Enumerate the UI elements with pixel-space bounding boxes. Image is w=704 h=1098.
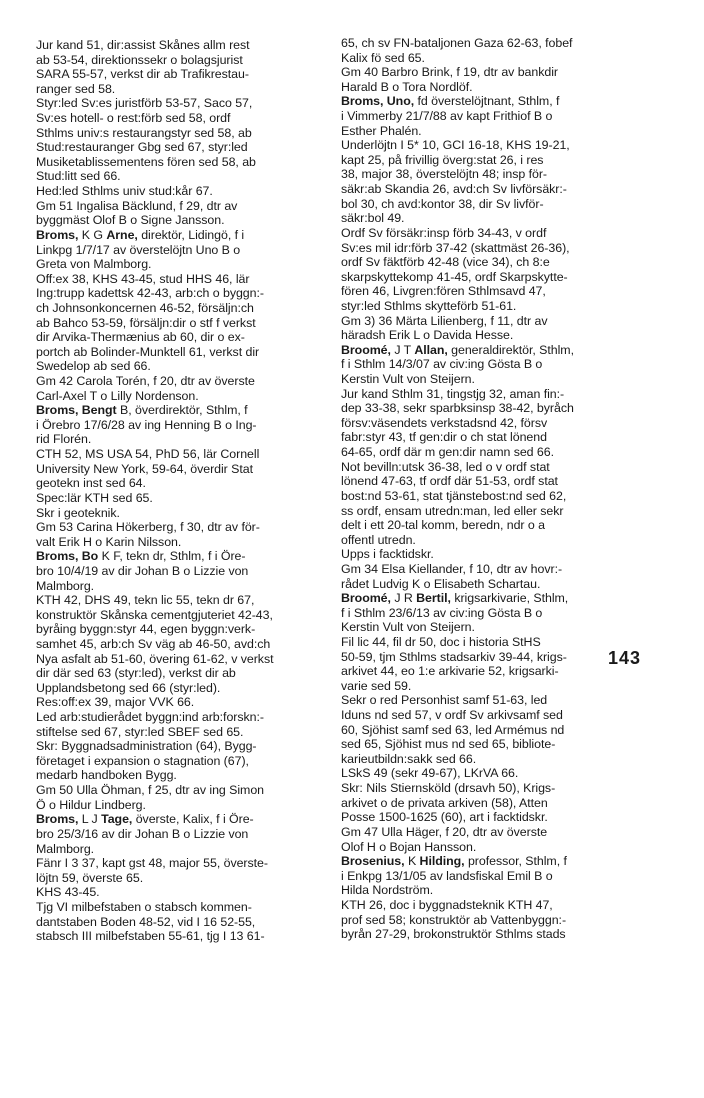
entry-text: rådet Ludvig K o Elisabeth Schartau. [341,576,541,591]
text-line [341,430,651,445]
entry-text: 38, major 38, överstelöjtn 48; insp för- [341,167,547,182]
text-line [36,695,338,710]
entry-text: säkr:ab Skandia 26, avd:ch Sv livförsäkr:- [341,182,567,197]
text-line [341,504,651,519]
text-line [36,96,338,111]
entry-text: Ö o Hildur Lindberg. [36,797,146,812]
text-line [36,213,338,228]
entry-text: Linkpg 1/7/17 av överstelöjtn Uno B o [36,242,241,257]
text-line [36,798,338,813]
text-line [341,314,651,329]
text-line [36,184,338,199]
text-line [36,345,338,360]
entry-text: stiftelse sed 67, styr:led SBEF sed 65. [36,724,244,739]
text-line [341,343,651,358]
text-line [36,301,338,316]
text-line [36,140,338,155]
text-line [341,124,651,139]
text-line [341,489,651,504]
entry-text: bro 10/4/19 av dir Johan B o Lizzie von [36,563,249,578]
text-line [341,693,651,708]
text-line [341,211,651,226]
entry-text: delt i ett 20-tal komm, beredn, ndr o a [341,518,545,533]
entry-text: kapt 25, på frivillig överg:stat 26, i res [341,152,544,167]
entry-text: ch Johnsonkoncernen 46-52, försäljn:ch [36,300,254,315]
entry-text: 50-59, tjm Sthlms stadsarkiv 39-44, krigs- [341,649,567,664]
text-line [341,869,651,884]
text-line [36,257,338,272]
entry-text: Gm 50 Ulla Öhman, f 25, dtr av ing Simon [36,783,265,798]
entry-text: K [404,854,420,869]
text-line [36,885,338,900]
text-line [341,810,651,825]
text-line [341,898,651,913]
entry-text: häradsh Erik L o Davida Hesse. [341,328,514,343]
entry-text: lönend 47-63, tf ordf där 51-53, ordf stat [341,474,558,489]
entry-text: Spec:lär KTH sed 65. [36,490,153,505]
entry-text: Iduns nd sed 57, v ordf Sv arkivsamf sed [341,708,563,723]
entry-text: byggmäst Olof B o Signe Jansson. [36,213,225,228]
entry-text: ab 53-54, direktionssekr o bolagsjurist [36,52,243,67]
entry-name: Broms, Bo [36,549,99,564]
text-line [36,432,338,447]
entry-text: KTH 26, doc i byggnadsteknik KTH 47, [341,897,553,912]
text-line [36,652,338,667]
entry-text: dir Arvika-Thermænius ab 60, dir o ex- [36,330,245,345]
entry-text: överste, Kalix, f i Öre- [132,812,254,827]
entry-text: prof sed 58; konstruktör ab Vattenbyggn:- [341,912,567,927]
entry-text: säkr:bol 49. [341,211,405,226]
entry-text: K F, tekn dr, Sthlm, f i Öre- [98,549,246,564]
text-line [341,708,651,723]
entry-text: Greta von Malmborg. [36,257,152,272]
entry-text: portch ab Bolinder-Munktell 61, verkst dir [36,344,260,359]
text-line [341,591,651,606]
text-line [341,255,651,270]
entry-text: Kerstin Vult von Steijern. [341,620,475,635]
entry-text: f i Sthlm 23/6/13 av civ:ing Gösta B o [341,605,543,620]
text-line [36,681,338,696]
text-line [36,783,338,798]
entry-text: Stud:restauranger Gbg sed 67, styr:led [36,140,248,155]
entry-name: Bertil, [416,591,451,606]
entry-text: Sthlms univ:s restaurangstyr sed 58, ab [36,125,252,140]
text-line [36,111,338,126]
entry-text: byrån 27-29, brokonstruktör Sthlms stads [341,927,566,942]
entry-text: offentl utredn. [341,532,416,547]
text-line [341,460,651,475]
entry-text: fd överstelöjtnant, Sthlm, f [414,94,560,109]
text-line [36,272,338,287]
entry-name: Arne, [106,227,138,242]
entry-text: Skr i geoteknik. [36,505,120,520]
entry-text: rid Florén. [36,432,92,447]
text-line [36,389,338,404]
entry-text: Styr:led Sv:es juristförb 53-57, Saco 57, [36,96,253,111]
text-line [341,606,651,621]
entry-text: dantstaben Boden 48-52, vid I 16 52-55, [36,914,256,929]
entry-text: försv:väsendets verkstadsnd 42, försv [341,415,548,430]
text-line [341,883,651,898]
entry-text: byråing byggn:styr 44, egen byggn:verk- [36,622,256,637]
page-number: 143 [608,648,642,668]
entry-text: Upplandsbetong sed 66 (styr:led). [36,680,221,695]
text-line [36,316,338,331]
text-line [341,547,651,562]
text-line [36,155,338,170]
text-line [36,579,338,594]
text-line [341,387,651,402]
text-line [341,328,651,343]
text-line [341,474,651,489]
text-line [341,723,651,738]
entry-text: Posse 1500-1625 (60), art i facktidskr. [341,810,548,825]
text-line [341,781,651,796]
text-line [36,67,338,82]
text-line [36,535,338,550]
text-line [36,82,338,97]
entry-text: Underlöjtn I 5* 10, GCI 16-18, KHS 19-21, [341,138,570,153]
entry-text: Gm 47 Ulla Häger, f 20, dtr av överste [341,824,548,839]
entry-text: Fänr I 3 37, kapt gst 48, major 55, överste- [36,856,268,871]
text-line [36,900,338,915]
text-line [341,167,651,182]
entry-text: Musiketablissementens fören sed 58, ab [36,154,256,169]
text-line [36,418,338,433]
entry-text: Kerstin Vult von Steijern. [341,372,475,387]
entry-text: karieutbildn:sakk sed 66. [341,751,477,766]
text-line [341,401,651,416]
text-line [341,153,651,168]
entry-text: konstruktör Skånska cementgjuteriet 42-43, [36,607,273,622]
entry-text: ab Bahco 53-59, försäljn:dir o stf f verkst [36,315,256,330]
entry-text: Nya asfalt ab 51-60, övering 61-62, v verkst [36,651,274,666]
text-line [341,65,651,80]
entry-name: Hilding, [419,854,465,869]
entry-text: krigsarkivarie, Sthlm, [450,591,569,606]
entry-text: Tjg VI milbefstaben o stabsch kommen- [36,899,252,914]
entry-text: Gm 53 Carina Hökerberg, f 30, dtr av för- [36,520,260,535]
text-line [36,491,338,506]
entry-name: Broomé, [341,342,391,357]
entry-text: sed 65, Sjöhist mus nd sed 65, bibliote- [341,737,556,752]
entry-text: Gm 40 Barbro Brink, f 19, dtr av bankdir [341,65,558,80]
entry-text: skarpskyttekomp 41-45, ordf Skarpskytte- [341,269,568,284]
entry-text: fabr:styr 43, tf gen:dir o ch stat lönend [341,430,547,445]
text-line [341,197,651,212]
entry-text: professor, Sthlm, f [464,854,567,869]
entry-text: i Örebro 17/6/28 av ing Henning B o Ing- [36,417,257,432]
text-line [341,679,651,694]
entry-text: styr:led Sthlms skytteförb 51-61. [341,298,517,313]
entry-text: Jur kand 51, dir:assist Skånes allm rest [36,38,250,52]
entry-text: i Vimmerby 21/7/88 av kapt Frithiof B o [341,109,553,124]
text-line [36,286,338,301]
entry-text: Hilda Nordström. [341,883,434,898]
entry-text: L J [78,812,102,827]
entry-text: Skr: Nils Stiernsköld (drsavh 50), Krigs- [341,781,556,796]
text-line [36,812,338,827]
text-line [36,915,338,930]
entry-text: f i Sthlm 14/3/07 av civ:ing Gösta B o [341,357,543,372]
text-line [341,416,651,431]
entry-text: ordf Sv fäktförb 42-48 (vice 34), ch 8:e [341,255,550,270]
entry-text: Malmborg. [36,578,95,593]
text-line [36,637,338,652]
text-line [36,330,338,345]
entry-text: Malmborg. [36,841,95,856]
entry-text: dir där sed 63 (styr:led), verkst dir ab [36,666,236,681]
text-line [341,138,651,153]
entry-text: Gm 42 Carola Torén, f 20, dtr av överste [36,374,255,389]
entry-text: KTH 42, DHS 49, tekn lic 55, tekn dr 67, [36,593,255,608]
text-line [36,199,338,214]
text-line [341,445,651,460]
entry-text: i Enkpg 13/1/05 av landsfiskal Emil B o [341,868,553,883]
text-line [36,549,338,564]
entry-text: ss ordf, ensam utredn:man, led eller sekr [341,503,564,518]
text-line [341,94,651,109]
entry-name: Broomé, [341,591,391,606]
entry-name: Broms, [36,812,79,827]
entry-text: Stud:litt sed 66. [36,169,121,184]
text-line [36,126,338,141]
text-line [36,38,338,53]
entry-name: Broms, Bengt [36,403,117,418]
text-line [36,243,338,258]
text-line [36,520,338,535]
entry-text: Esther Phalén. [341,123,422,138]
text-line [36,169,338,184]
text-line [341,840,651,855]
entry-text: företaget i expansion o stagnation (67), [36,753,249,768]
entry-text: LSkS 49 (sekr 49-67), LKrVA 66. [341,766,519,781]
entry-text: Gm 3) 36 Märta Lilienberg, f 11, dtr av [341,313,548,328]
text-line [36,506,338,521]
entry-text: Ordf Sv försäkr:insp förb 34-43, v ordf [341,225,547,240]
text-line [36,739,338,754]
entry-text: 65, ch sv FN-bataljonen Gaza 62-63, fobef [341,36,573,50]
text-line [341,299,651,314]
entry-text: Fil lic 44, fil dr 50, doc i historia StHS [341,634,541,649]
text-line [341,737,651,752]
entry-name: Broms, [36,227,79,242]
entry-text: University New York, 59-64, överdir Stat [36,461,253,476]
entry-text: Gm 34 Elsa Kiellander, f 10, dtr av hovr:- [341,561,563,576]
entry-text: J T [390,342,415,357]
text-line [36,754,338,769]
entry-text: K G [78,227,107,242]
entry-text: bost:nd 53-61, stat tjänstebost:nd sed 62, [341,488,567,503]
text-line [36,476,338,491]
text-line [36,710,338,725]
entry-text: Upps i facktidskr. [341,547,434,562]
entry-text: samhet 45, arb:ch Sv väg ab 46-50, avd:ch [36,636,271,651]
text-line [36,856,338,871]
entry-text: Sv:es hotell- o rest:förb sed 58, ordf [36,111,231,126]
text-line [36,768,338,783]
text-line [341,36,651,51]
text-line [36,53,338,68]
text-line [341,226,651,241]
entry-text: Off:ex 38, KHS 43-45, stud HHS 46, lär [36,271,250,286]
text-line [341,927,651,942]
text-line [341,109,651,124]
entry-text: SARA 55-57, verkst dir ab Trafikrestau- [36,67,249,82]
text-line [36,447,338,462]
entry-text: Kalix fö sed 65. [341,50,425,65]
text-line [36,842,338,857]
entry-text: fören 46, Livgren:fören Sthlmsavd 47, [341,284,546,299]
entry-text: Not bevilln:utsk 36-38, led o v ordf stat [341,459,550,474]
text-line [341,372,651,387]
text-line [36,666,338,681]
entry-text: Gm 51 Ingalisa Bäcklund, f 29, dtr av [36,198,238,213]
text-line [341,635,651,650]
text-line [341,854,651,869]
entry-text: generaldirektör, Sthlm, [447,342,574,357]
entry-text: valt Erik H o Karin Nilsson. [36,534,182,549]
left-column [36,38,338,944]
entry-text: bro 25/3/16 av dir Johan B o Lizzie von [36,826,249,841]
text-line [341,270,651,285]
text-line [341,752,651,767]
text-line [36,871,338,886]
entry-text: dep 33-38, sekr sparbksinsp 38-42, byråch [341,401,574,416]
entry-text: Led arb:studierådet byggn:ind arb:forskn:- [36,710,264,725]
entry-text: löjtn 59, överste 65. [36,870,144,885]
text-line [36,929,338,944]
entry-text: Res:off:ex 39, major VVK 66. [36,695,195,710]
entry-text: direktör, Lidingö, f i [137,227,245,242]
entry-name: Tage, [101,812,133,827]
text-line [341,182,651,197]
text-line [36,827,338,842]
entry-text: Sekr o red Personhist samf 51-63, led [341,693,548,708]
entry-text: J R [390,591,417,606]
entry-text: KHS 43-45. [36,885,100,900]
text-line [341,562,651,577]
entry-text: CTH 52, MS USA 54, PhD 56, lär Cornell [36,447,260,462]
text-line [341,577,651,592]
text-line [36,608,338,623]
entry-text: Harald B o Tora Nordlöf. [341,79,473,94]
text-line [341,664,651,679]
entry-text: B, överdirektör, Sthlm, f [116,403,248,418]
text-line [36,622,338,637]
entry-text: varie sed 59. [341,678,412,693]
entry-text: ranger sed 58. [36,81,116,96]
entry-name: Allan, [414,342,448,357]
text-line [36,403,338,418]
text-line [341,51,651,66]
entry-text: Swedelop ab sed 66. [36,359,151,374]
text-line [36,359,338,374]
text-line [341,620,651,635]
text-line [341,825,651,840]
text-line [341,766,651,781]
entry-text: bol 30, ch avd:kontor 38, dir Sv livför- [341,196,544,211]
text-line [36,228,338,243]
entry-text: Carl-Axel T o Lilly Nordenson. [36,388,199,403]
text-line [341,796,651,811]
text-line [341,80,651,95]
entry-text: arkivet o de privata arkiven (58), Atten [341,795,548,810]
text-line [341,650,651,665]
text-line [36,374,338,389]
text-line [36,593,338,608]
text-line [36,462,338,477]
entry-text: 60, Sjöhist samf sed 63, led Armémus nd [341,722,565,737]
entry-text: Skr: Byggnadsadministration (64), Bygg- [36,739,257,754]
text-line [36,564,338,579]
entry-text: Jur kand Sthlm 31, tingstjg 32, aman fin:- [341,386,565,401]
text-line [36,725,338,740]
entry-text: Ing:trupp kadettsk 42-43, arb:ch o byggn:- [36,286,264,301]
entry-text: Sv:es mil idr:förb 37-42 (skattmäst 26-36), [341,240,570,255]
text-line [341,284,651,299]
entry-text: Hed:led Sthlms univ stud:kår 67. [36,184,213,199]
entry-name: Broms, Uno, [341,94,415,109]
entry-text: stabsch III milbefstaben 55-61, tjg I 13 61- [36,929,265,944]
entry-name: Brosenius, [341,854,405,869]
right-column [341,36,651,942]
text-line [341,913,651,928]
text-line [341,357,651,372]
text-line [341,518,651,533]
entry-text: medarb handboken Bygg. [36,768,177,783]
entry-text: arkivet 44, eo 1:e arkivarie 52, krigsarki- [341,664,559,679]
entry-text: 64-65, ordf där m gen:dir namn sed 66. [341,445,554,460]
text-line [341,241,651,256]
entry-text: Olof H o Bojan Hansson. [341,839,477,854]
text-line [341,533,651,548]
entry-text: geotekn inst sed 64. [36,476,146,491]
